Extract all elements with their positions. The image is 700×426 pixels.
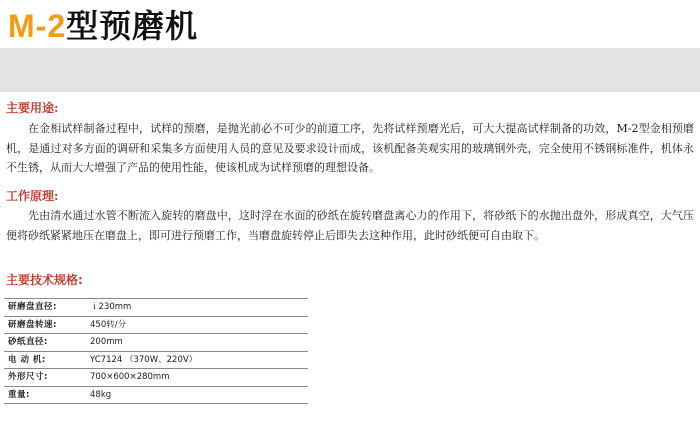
model-code: M-2: [8, 8, 67, 44]
spec-key: 外形尺寸:: [8, 372, 48, 382]
spec-value: 450转/分: [90, 319, 127, 330]
spec-row: [4, 387, 308, 405]
spec-value: YC7124 （370W、220V）: [90, 354, 198, 365]
spec-value: 200mm: [90, 337, 123, 347]
page-title: [8, 6, 198, 46]
spec-key: 研磨盘转速:: [8, 319, 57, 330]
spec-value: 700×600×280mm: [90, 372, 170, 382]
spec-row: [4, 352, 308, 370]
principle-heading: 工作原理:: [6, 189, 59, 203]
spec-row: [4, 334, 308, 352]
purpose-text: 在金相试样制备过程中，试样的预磨，是抛光前必不可少的前道工序，先将试样预磨光后，可大大提高试样制备的功效，M-2型金相预磨机，是通过对多方面的调研和采集多方面使用人员的意见及要求设计而成，该机配备美观实用的玻璃钢外壳，完全使用不锈钢标准件，机体永不生锈，从而大大增强了产品的使用性能，使该机成为试样预磨的理想设备。: [6, 122, 694, 174]
spec-row: [4, 317, 308, 335]
spec-key: 砂纸直径:: [8, 337, 48, 347]
spec-key: 电 动 机:: [8, 354, 46, 365]
product-name: 型预磨机: [66, 7, 199, 45]
spec-row: [4, 299, 308, 317]
specs-table: [4, 298, 308, 404]
spec-key: 研磨盘直径:: [8, 302, 57, 312]
spec-value: 48kg: [90, 389, 112, 400]
purpose-heading: 主要用途:: [6, 101, 59, 115]
spec-value: ｉ230mm: [90, 302, 132, 312]
spec-key: 重量:: [8, 389, 30, 400]
principle-text: 先由清水通过水管不断流入旋转的磨盘中，这时浮在水面的砂纸在旋转磨盘离心力的作用下，将砂纸下的水抛出盘外，形成真空，大气压便将砂纸紧紧地压在磨盘上，即可进行预磨工作，当磨盘旋转停止后即失去这种作用，此时砂纸便可自由取下。: [6, 209, 694, 242]
specs-heading: 主要技术规格:: [6, 273, 83, 287]
header-divider-band: [0, 48, 700, 92]
spec-row: [4, 369, 308, 387]
